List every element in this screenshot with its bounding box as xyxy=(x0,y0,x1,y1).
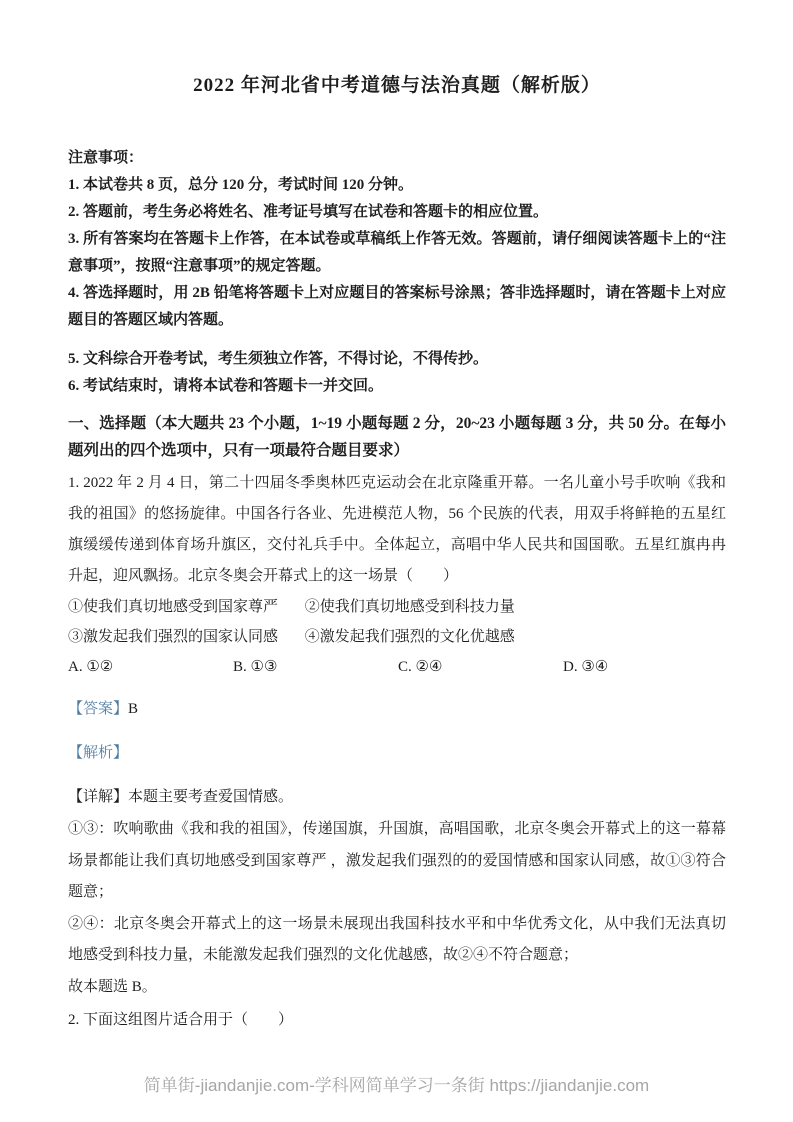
statement-row-2 xyxy=(68,622,726,652)
detail-line xyxy=(68,780,726,814)
option-d: D. ③④ xyxy=(563,659,609,675)
question-2 xyxy=(68,1005,726,1036)
detail-intro: 本题主要考查爱国情感。 xyxy=(128,789,294,805)
page-title: 2022 年河北省中考道德与法治真题（解析版） xyxy=(193,75,601,96)
option-a: A. ①② xyxy=(68,659,114,675)
notice-item-4: 4. 答选择题时，用 2B 铅笔将答题卡上对应题目的答案标号涂黑；答非选择题时，请在答题卡上对应题目的答题区域内答题。 xyxy=(68,285,726,328)
statement-2: ②使我们真切地感受到科技力量 xyxy=(304,599,515,615)
detail-label: 【详解】 xyxy=(68,789,129,805)
notice-item-6: 6. 考试结束时，请将本试卷和答题卡一并交回。 xyxy=(68,378,384,394)
options-row xyxy=(68,652,726,682)
option-b: B. ①③ xyxy=(233,659,278,675)
detail-point-1: ①③：吹响歌曲《我和我的祖国》，传递国旗，升国旗，高唱国歌，北京冬奥会开幕式上的这一幕幕场景都能让我们真切地感受到国家尊严 ，激发起我们强烈的的爱国情感和国家认同感，故①③符合题意； xyxy=(68,821,726,900)
notice-item-3: 3. 所有答案均在答题卡上作答，在本试卷或草稿纸上作答无效。答题前，请仔细阅读答题卡上的“注意事项”，按照“注意事项”的规定答题。 xyxy=(68,231,726,274)
notice-item-2: 2. 答题前，考生务必将姓名、准考证号填写在试卷和答题卡的相应位置。 xyxy=(68,204,549,220)
question-1-stem: 1. 2022 年 2 月 4 日，第二十四届冬季奥林匹克运动会在北京隆重开幕。一名儿童小号手吹响《我和我的祖国》的悠扬旋律。中国各行各业、先进模范人物，56 个民族的代表，用双手将鲜艳的五星红旗缓缓传递到体育场升旗区，交付礼兵手中。全体起立，高唱中华人民共和国国歌。五星红旗冉冉升起，迎风飘扬。北京冬奥会开幕式上的这一场景（ ） xyxy=(68,475,726,584)
statement-3: ③激发起我们强烈的国家认同感 xyxy=(68,629,279,645)
conclusion-line: 故本题选 B。 xyxy=(68,978,157,995)
section-1-heading: 一、选择题（本大题共 23 个小题，1~19 小题每题 2 分，20~23 小题每题 3 分，共 50 分。在每小题列出的四个选项中，只有一项最符合题目要求） xyxy=(68,415,726,459)
answer-line xyxy=(68,692,726,726)
answer-value: B xyxy=(128,701,139,717)
statement-4: ④激发起我们强烈的文化优越感 xyxy=(304,629,515,645)
detail-point-2: ②④：北京冬奥会开幕式上的这一场景未展现出我国科技水平和中华优秀文化，从中我们无法真切地感受到科技力量，未能激发起我们强烈的文化优越感，故②④不符合题意； xyxy=(68,915,726,963)
question-2-stem: 2. 下面这组图片适合用于（ ） xyxy=(68,1011,294,1028)
footer-watermark-text: 简单街-jiandanjie.com-学科网简单学习一条街 https://jiandanjie.com xyxy=(143,1076,650,1095)
notice-heading: 注意事项： xyxy=(68,150,144,166)
statement-1: ①使我们真切地感受到国家尊严 xyxy=(68,599,279,615)
analysis-line xyxy=(68,736,726,770)
notice-section xyxy=(68,145,726,400)
option-c: C. ②④ xyxy=(398,659,443,675)
question-1 xyxy=(68,468,726,1003)
notice-item-1: 1. 本试卷共 8 页，总分 120 分，考试时间 120 分钟。 xyxy=(68,177,414,193)
page-footer xyxy=(0,1071,793,1096)
analysis-label: 【解析】 xyxy=(68,745,129,761)
notice-item-5: 5. 文科综合开卷考试，考生须独立作答，不得讨论，不得传抄。 xyxy=(68,351,489,367)
statement-row-1 xyxy=(68,592,726,622)
answer-label: 【答案】 xyxy=(68,701,129,717)
